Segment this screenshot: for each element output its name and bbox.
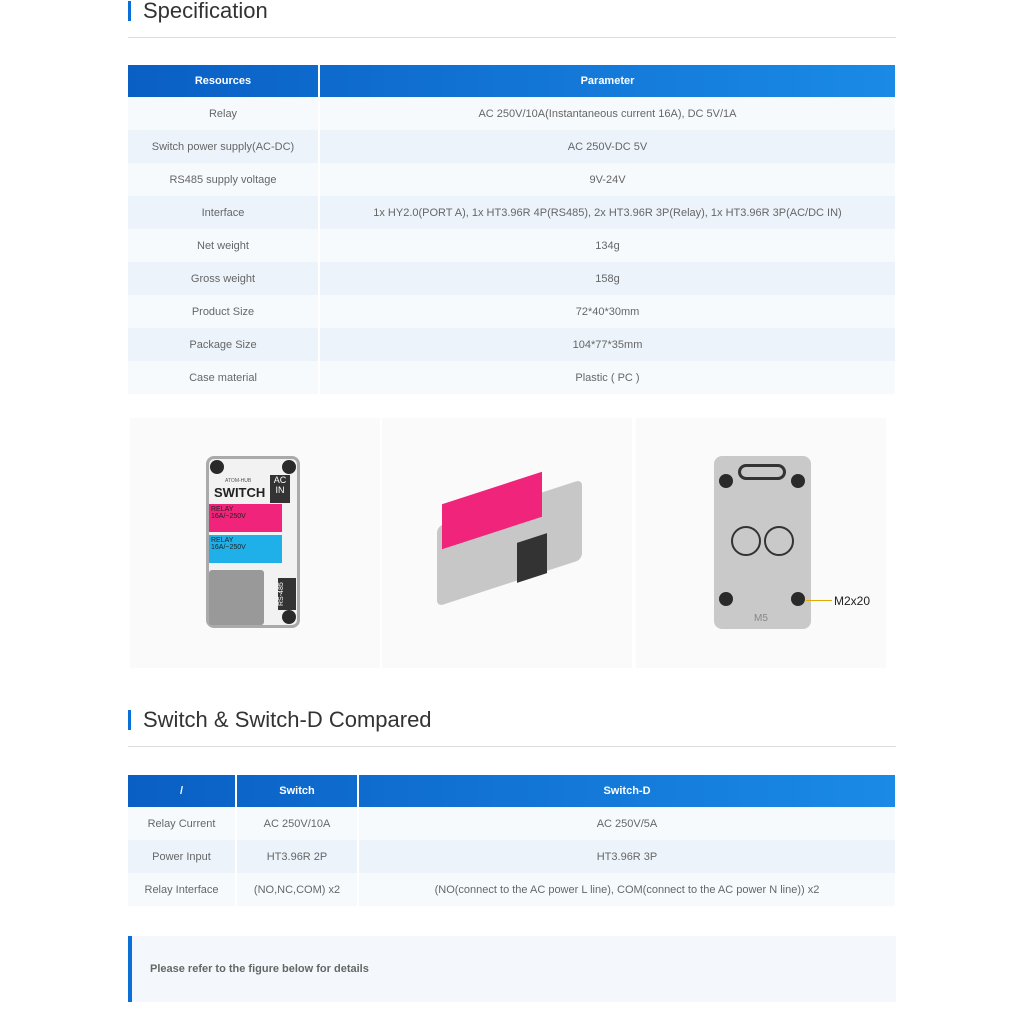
table-cell: 1x HY2.0(PORT A), 1x HT3.96R 4P(RS485), 2x HT3.96R 3P(Relay), 1x HT3.96R 3P(AC/DC IN) [373, 206, 842, 219]
table-cell: HT3.96R 2P [236, 840, 358, 873]
ac-in-label [270, 475, 290, 503]
table-cell: Power Input [128, 840, 236, 873]
relay1-text: RELAY [211, 506, 234, 513]
divider [128, 37, 896, 38]
product-front-image [130, 418, 380, 668]
table-row [128, 873, 895, 906]
rating-text: 16A/~250V [211, 513, 246, 520]
table-cell: AC 250V/10A [236, 807, 358, 840]
table-cell: (NO,NC,COM) x2 [236, 873, 358, 906]
table-row [128, 295, 895, 328]
table-row [128, 163, 895, 196]
note-callout [128, 936, 896, 1002]
product-angle-image [382, 418, 632, 668]
col-header: / [128, 775, 236, 807]
table-row [128, 262, 895, 295]
table-cell: 134g [595, 239, 620, 252]
table-cell: RS485 supply voltage [128, 163, 319, 196]
divider [128, 746, 896, 747]
table-cell: 72*40*30mm [575, 305, 640, 318]
table-row [128, 807, 895, 840]
col-header: Parameter [580, 75, 635, 87]
m5-logo: M5 [754, 613, 768, 624]
spec-heading: Specification [128, 1, 268, 21]
compare-heading: Switch & Switch-D Compared [128, 710, 432, 730]
col-header: Switch [236, 775, 358, 807]
table-cell: Relay Current [128, 807, 236, 840]
table-cell: 104*77*35mm [572, 338, 643, 351]
table-cell: Product Size [128, 295, 319, 328]
table-row [128, 130, 895, 163]
table-cell: Relay Interface [128, 873, 236, 906]
table-cell: AC 250V/5A [596, 817, 658, 830]
relay2-text: RELAY [211, 537, 234, 544]
table-row [128, 361, 895, 394]
table-cell: Plastic ( PC ) [575, 371, 640, 384]
screw-label: M2x20 [834, 594, 871, 608]
table-cell: 9V-24V [589, 173, 626, 186]
rating-text: 16A/~250V [211, 544, 246, 551]
table-cell: Net weight [128, 229, 319, 262]
table-row [128, 229, 895, 262]
rs485-label: RS-485 [278, 578, 296, 610]
table-row [128, 840, 895, 873]
table-cell: Package Size [128, 328, 319, 361]
product-name: SWITCH [214, 485, 266, 500]
table-row [128, 196, 895, 229]
note-text: Please refer to the figure below for details [150, 963, 369, 975]
table-cell: Switch power supply(AC-DC) [128, 130, 319, 163]
table-cell: AC 250V-DC 5V [567, 140, 648, 153]
table-cell: 158g [595, 272, 620, 285]
table-cell: Interface [128, 196, 319, 229]
table-cell: HT3.96R 3P [596, 850, 658, 863]
relay1-panel [209, 504, 282, 532]
spec-table [128, 65, 895, 394]
relay2-panel [209, 535, 282, 563]
product-back-image [636, 418, 886, 668]
col-header: Resources [128, 65, 319, 97]
table-cell: AC 250V/10A(Instantaneous current 16A), DC 5V/1A [478, 107, 737, 120]
table-row [128, 328, 895, 361]
brand-text: ATOM-HUB [225, 478, 252, 484]
table-cell: (NO(connect to the AC power L line), COM(connect to the AC power N line)) x2 [434, 883, 820, 896]
col-header: Switch-D [603, 785, 651, 797]
table-cell: Relay [128, 97, 319, 130]
compare-table [128, 775, 895, 906]
in-text: IN [275, 485, 285, 495]
table-row [128, 97, 895, 130]
table-cell: Case material [128, 361, 319, 394]
ac-text: AC [273, 475, 287, 485]
table-cell: Gross weight [128, 262, 319, 295]
